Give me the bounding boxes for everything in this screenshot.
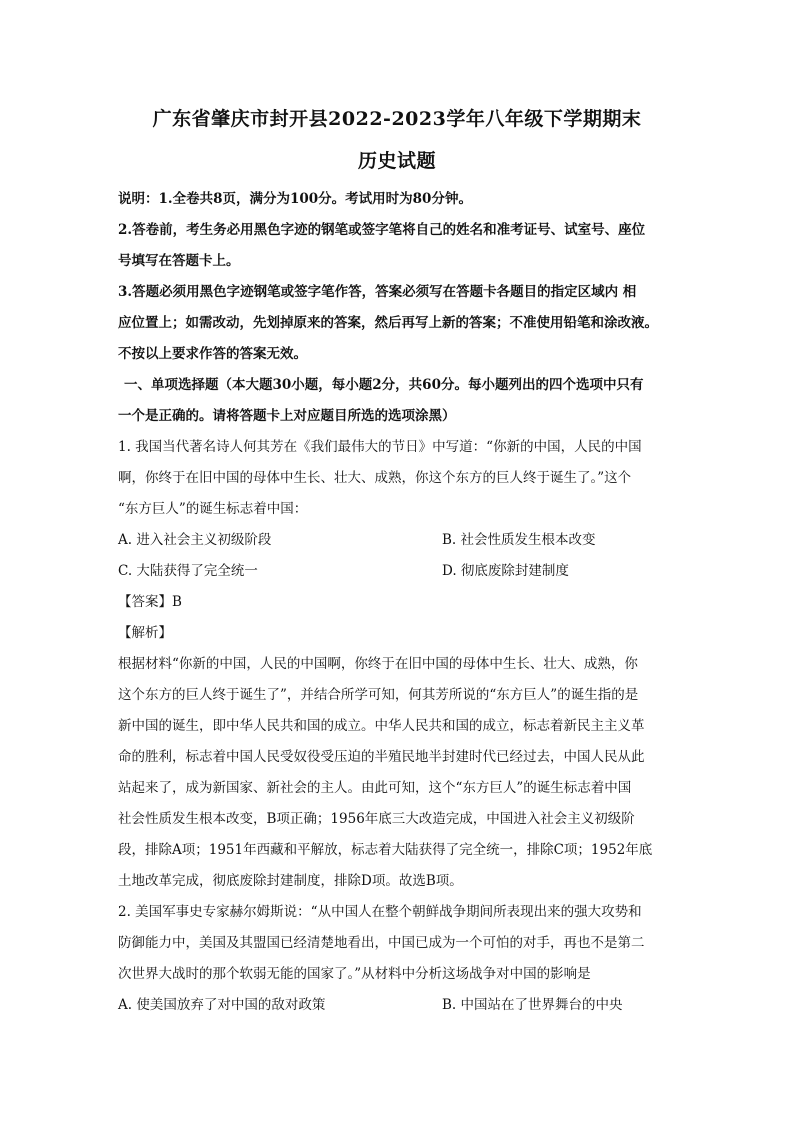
- question-text: 啊，你终于在旧中国的母体中生长、壮大、成熟，你这个东方的巨人终于诞生了。”这个: [118, 470, 632, 486]
- document-title: 广东省肇庆市封开县2022-2023学年八年级下学期期末: [152, 108, 642, 130]
- instruction-line: 号填写在答题卡上。: [118, 253, 240, 269]
- question-text: 1. 我国当代著名诗人何其芳在《我们最伟大的节日》中写道：“你新的中国，人民的中国: [118, 439, 642, 455]
- option-a: A. 使美国放弃了对中国的敌对政策: [118, 997, 326, 1013]
- document-subtitle: 历史试题: [357, 150, 436, 172]
- option-a: A. 进入社会主义初级阶段: [118, 532, 272, 548]
- question-text: 次世界大战时的那个软弱无能的国家了。”从材料中分析这场战争对中国的影响是: [118, 966, 591, 982]
- analysis-text: 社会性质发生根本改变，B项正确；1956年底三大改造完成，中国进入社会主义初级阶: [118, 811, 635, 827]
- analysis-label: 【解析】: [118, 625, 172, 641]
- analysis-text: 这个东方的巨人终于诞生了”，并结合所学可知，何其芳所说的“东方巨人”的诞生指的是: [118, 687, 639, 703]
- question-2: [118, 897, 688, 1021]
- option-b: B. 中国站在了世界舞台的中央: [442, 997, 623, 1013]
- question-text: 防御能力中，美国及其盟国已经清楚地看出，中国已成为一个可怕的对手，再也不是第二: [118, 935, 645, 951]
- analysis-text: 命的胜利，标志着中国人民受奴役受压迫的半殖民地半封建时代已经过去，中国人民从此: [118, 749, 645, 765]
- document-body: [118, 184, 688, 1021]
- instruction-line: 应位置上；如需改动，先划掉原来的答案，然后再写上新的答案；不准使用铅笔和涂改液。: [118, 315, 658, 331]
- analysis-text: 新中国的诞生，即中华人民共和国的成立。中华人民共和国的成立，标志着新民主主义革: [118, 718, 645, 734]
- instruction-line: 2.答卷前，考生务必用黑色字迹的钢笔或签字笔将自己的姓名和准考证号、试室号、座位: [118, 222, 646, 238]
- section-heading: [118, 370, 688, 432]
- instruction-line: 3.答题必须用黑色字迹钢笔或签字笔作答，答案必须写在答题卡各题目的指定区域内 相: [118, 284, 637, 300]
- options-row: [118, 556, 688, 587]
- answer-label: 【答案】B: [118, 594, 182, 610]
- question-text: 2. 美国军事史专家赫尔姆斯说：“从中国人在整个朝鲜战争期间所表现出来的强大攻势和: [118, 904, 642, 920]
- instruction-line: 说明：1.全卷共8页，满分为100分。考试用时为80分钟。: [118, 191, 472, 207]
- option-d: D. 彻底废除封建制度: [442, 563, 569, 579]
- section-heading-line: 一、单项选择题（本大题30小题，每小题2分，共60分。每小题列出的四个选项中只有: [124, 377, 644, 393]
- option-c: C. 大陆获得了完全统一: [118, 563, 258, 579]
- analysis-text: 土地改革完成，彻底废除封建制度，排除D项。故选B项。: [118, 873, 463, 889]
- instructions: [118, 184, 688, 370]
- analysis-text: 根据材料“你新的中国，人民的中国啊，你终于在旧中国的母体中生长、壮大、成熟，你: [118, 656, 638, 672]
- analysis-text: 段，排除A项；1951年西藏和平解放，标志着大陆获得了完全统一，排除C项；1952年底: [118, 842, 653, 858]
- question-text: “东方巨人”的诞生标志着中国：: [118, 501, 308, 517]
- section-heading-line: 一个是正确的。请将答题卡上对应题目所选的选项涂黑）: [118, 408, 456, 424]
- options-row: [118, 525, 688, 556]
- options-row: [118, 990, 688, 1021]
- option-b: B. 社会性质发生根本改变: [442, 532, 596, 548]
- analysis-text: 站起来了，成为新国家、新社会的主人。由此可知，这个“东方巨人”的诞生标志着中国: [118, 780, 632, 796]
- question-1: [118, 432, 688, 897]
- instruction-line: 不按以上要求作答的答案无效。: [118, 346, 307, 362]
